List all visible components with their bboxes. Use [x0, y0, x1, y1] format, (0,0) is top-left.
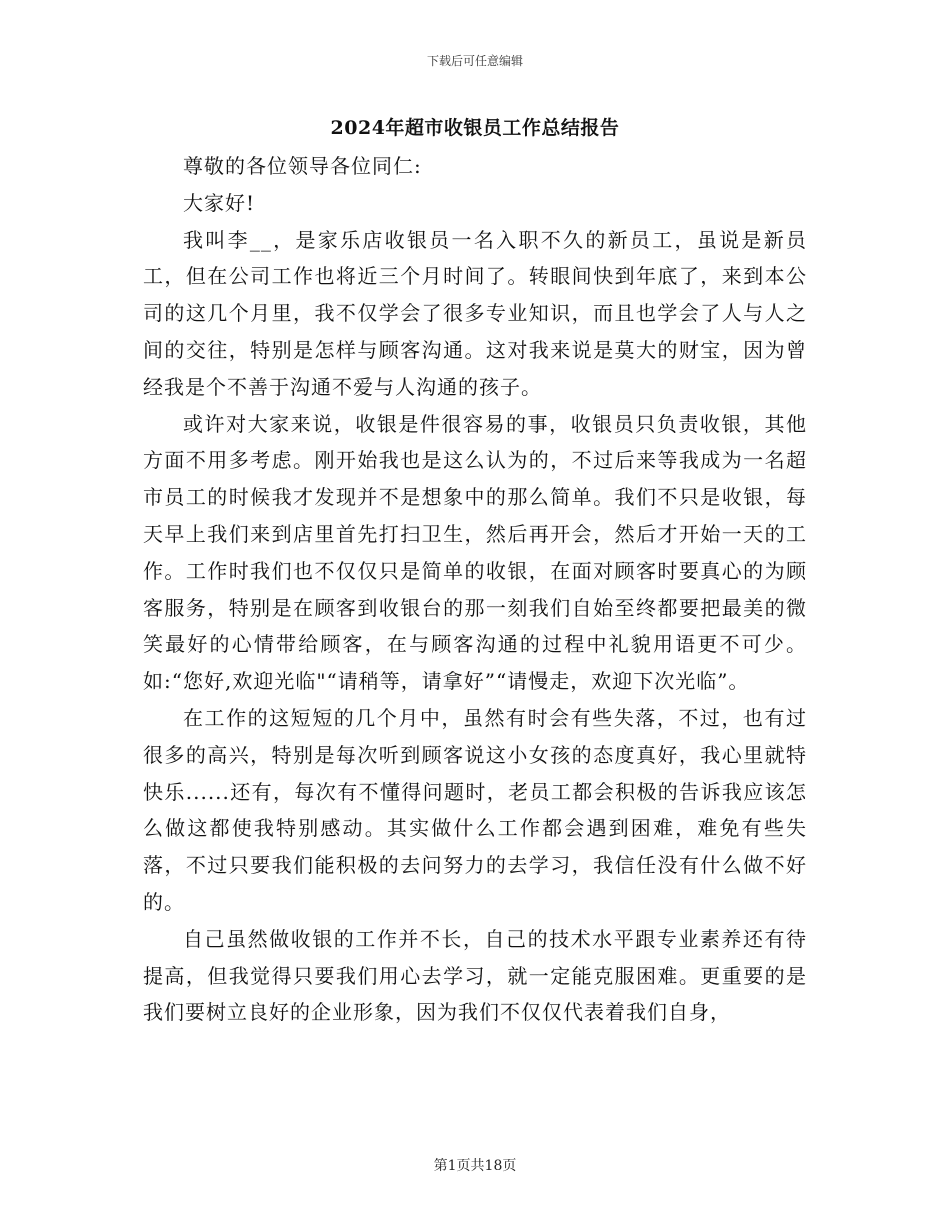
body-paragraph: 我叫李__，是家乐店收银员一名入职不久的新员工，虽说是新员工，但在公司工作也将近三个月时间了。转眼间快到年底了，来到本公司的这几个月里，我不仅学会了很多专业知识，而且也学会了人与人之间的交往，特别是怎样与顾客沟通。这对我来说是莫大的财宝，因为曾经我是个不善于沟通不爱与人沟通的孩子。	[143, 227, 807, 399]
greeting-line: 尊敬的各位领导各位同仁:	[183, 154, 422, 178]
body-paragraph: 或许对大家来说，收银是件很容易的事，收银员只负责收银，其他方面不用多考虑。刚开始我也是这么认为的，不过后来等我成为一名超市员工的时候我才发现并不是想象中的那么简单。我们不只是收银，每天早上我们来到店里首先打扫卫生，然后再开会，然后才开始一天的工作。工作时我们也不仅仅只是简单的收银，在面对顾客时要真心的为顾客服务，特别是在顾客到收银台的那一刻我们自始至终都要把最美的微笑最好的心情带给顾客，在与顾客沟通的过程中礼貌用语更不可少。如:“您好,欢迎光临"“请稍等，请拿好”“请慢走，欢迎下次光临”。	[143, 411, 807, 694]
page-header-note: 下载后可任意编辑	[426, 54, 523, 68]
body-paragraph: 在工作的这短短的几个月中，虽然有时会有些失落，不过，也有过很多的高兴，特别是每次听到顾客说这小女孩的态度真好，我心里就特快乐......还有，每次有不懂得问题时，老员工都会积极的告诉我应该怎么做这都使我特别感动。其实做什么工作都会遇到困难，难免有些失落，不过只要我们能积极的去问努力的去学习，我信任没有什么做不好的。	[143, 705, 807, 914]
document-body	[143, 148, 807, 1031]
page-number-indicator: 第1页共18页	[433, 1158, 517, 1174]
body-paragraph: 自己虽然做收银的工作并不长，自己的技术水平跟专业素养还有待提高，但我觉得只要我们用心去学习，就一定能克服困难。更重要的是我们要树立良好的企业形象，因为我们不仅仅代表着我们自身，	[143, 926, 807, 1025]
salutation-line: 大家好!	[183, 190, 256, 215]
document-title: 2024年超市收银员工作总结报告	[330, 117, 620, 139]
